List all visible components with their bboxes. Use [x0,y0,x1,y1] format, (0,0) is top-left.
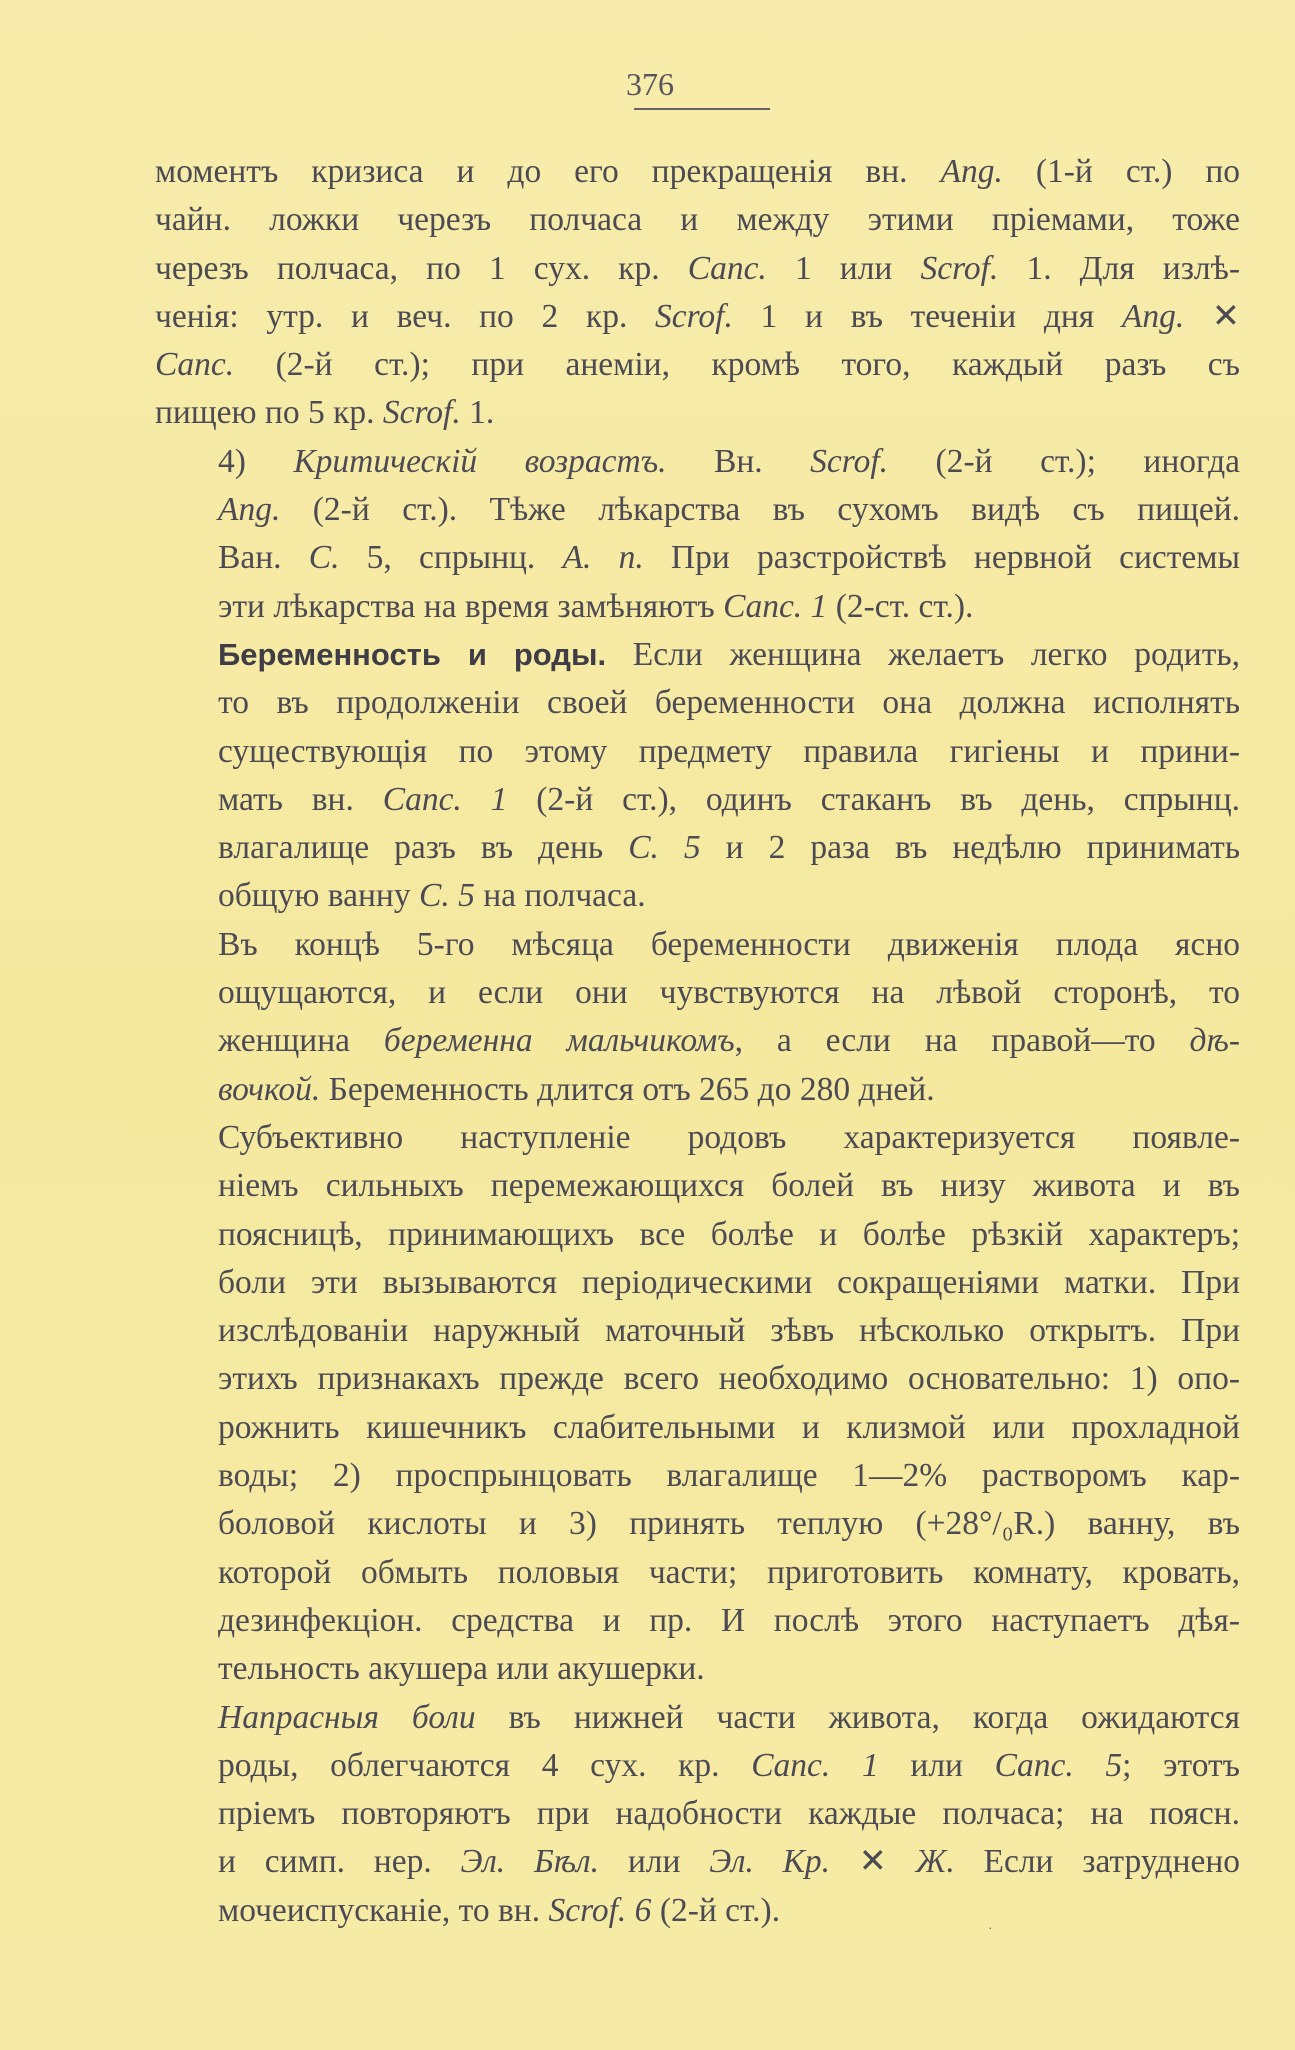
text-segment: (2-й ст.). Тѣже лѣкарства въ сухомъ видѣ съ пищей. [280,491,1240,529]
italic-term: Напрасныя боли [218,1698,476,1736]
text-segment: боли эти вызываются періодическими сокращеніями матки. При [218,1263,1240,1301]
text-line [155,1838,1240,1886]
italic-term: Критическій возрастъ. [293,442,667,480]
italic-term: Ang. [218,491,281,529]
italic-term: Scrof. [382,394,461,432]
text-segment: 1 и въ теченіи дня [732,297,1122,335]
italic-term: A. n. [562,539,644,577]
text-line [155,534,1240,582]
text-line [155,1742,1240,1790]
text-line [155,583,1240,631]
text-segment: и 2 раза въ недѣлю принимать [700,829,1241,867]
text-segment: изслѣдованіи наружный маточный зѣвъ нѣсколько открытъ. При [218,1312,1240,1350]
paragraph [155,438,1240,631]
text-segment: ✕ [830,1843,916,1881]
italic-term: C. [308,539,340,577]
text-line [155,1162,1240,1210]
text-segment: Субъективно наступленіе родовъ характеризуется появле- [218,1118,1240,1156]
text-segment: 4) [218,442,294,480]
italic-term: Scrof. [920,249,999,287]
text-line [155,1645,1240,1693]
text-line [155,245,1240,293]
text-line [155,1114,1240,1162]
text-line [155,1307,1240,1355]
text-segment: тельность акушера или акушерки. [218,1650,705,1688]
text-segment: мочеиспусканіе, то вн. [218,1891,549,1929]
text-segment: (2-ст. ст.). [827,587,974,625]
italic-term: Ang. [1121,297,1185,335]
text-segment: ніемъ сильныхъ перемежающихся болей въ низу живота и въ [218,1167,1240,1205]
italic-term: C. 5 [418,877,475,915]
italic-term: Scrof. [655,297,733,335]
header-rule [634,108,770,110]
text-line [155,1790,1240,1838]
text-segment: Вн. [666,442,811,480]
text-segment: роды, облегчаются 4 сух. кр. [218,1746,752,1784]
text-segment: эти лѣкарства на время замѣняютъ [218,587,724,625]
text-segment: ; этотъ [1122,1746,1240,1784]
text-line [155,1694,1240,1742]
paragraph [155,1694,1240,1935]
text-segment: которой обмыть половыя части; приготовить комнату, кровать, [218,1553,1240,1591]
paragraph [155,1114,1240,1694]
text-line [155,196,1240,244]
text-segment: (2-й ст.); иногда [888,442,1241,480]
text-segment: (1-й ст.) по [1002,153,1241,190]
italic-term: Canc. 1 [382,780,508,818]
italic-term: Canc. 1 [723,587,828,625]
italic-term: вочкой. [218,1070,321,1108]
text-segment: то въ продолженіи своей беременности она должна исполнять [218,684,1240,722]
italic-term: Canc. 5 [994,1746,1123,1784]
text-segment: или [878,1746,995,1784]
text-line [155,631,1240,679]
text-segment: Беременность длится отъ 265 до 280 дней. [320,1070,935,1108]
text-segment: Въ концѣ 5-го мѣсяца беременности движенія плода ясно [218,925,1240,963]
text-line [155,679,1240,727]
text-segment: воды; 2) проспрынцовать влагалище 1—2% растворомъ кар- [218,1457,1240,1495]
body-text [155,148,1240,1935]
text-line [155,1404,1240,1452]
text-segment: или [599,1843,710,1881]
italic-term: Canc. [687,249,767,287]
text-segment: пищею по 5 кр. [155,394,383,432]
text-segment: ощущаются, и если они чувствуются на лѣвой сторонѣ, то [218,974,1240,1012]
text-segment: Если женщина желаетъ легко родить, [606,635,1240,673]
text-segment: чайн. ложки черезъ полчаса и между этими пріемами, тоже [155,201,1240,239]
text-line [155,776,1240,824]
text-segment: пріемъ повторяютъ при надобности каждые полчаса; на поясн. [218,1795,1240,1833]
text-segment: (2-й ст.). [651,1891,781,1929]
text-segment: влагалище разъ въ день [218,829,629,867]
italic-term: Ж. [915,1843,955,1881]
text-segment: ченія: утр. и веч. по 2 кр. [155,297,656,335]
text-line [155,293,1240,341]
text-segment: ✕ [1184,297,1241,335]
text-line [155,1597,1240,1645]
text-line [155,341,1240,389]
text-segment: 1 или [766,249,921,287]
page-number: 376 [626,66,674,102]
paragraph [155,631,1240,921]
text-segment: (2-й ст.), одинъ стаканъ въ день, спрынц. [507,780,1240,818]
text-line [155,1355,1240,1403]
text-segment: При разстройствѣ нервной системы [643,539,1240,577]
text-line [155,438,1240,486]
italic-term: Scrof. 6 [548,1891,652,1929]
text-line [155,824,1240,872]
text-line [155,1259,1240,1307]
paragraph [155,921,1240,1114]
text-segment: 1. Для излѣ- [998,249,1240,287]
text-line [155,969,1240,1017]
italic-term: Эл. Кр. [709,1843,831,1881]
italic-term: Canc. [155,346,235,384]
text-segment: мать вн. [218,780,383,818]
text-segment: , а если на правой—то [734,1022,1190,1060]
text-line [155,1211,1240,1259]
text-segment: поясницѣ, принимающихъ все болѣе и болѣе рѣзкій характеръ; [218,1215,1240,1253]
text-segment: Если затруднено [954,1843,1241,1881]
text-line [155,1452,1240,1500]
text-line [155,728,1240,776]
text-line [155,921,1240,969]
text-segment: моментъ кризиса и до его прекращенія вн. [155,153,941,190]
text-segment: рожнить кишечникъ слабительными и клизмой или прохладной [218,1408,1240,1446]
text-segment: боловой кислоты и 3) принять теплую (+28°/₀R.) ванну, въ [218,1505,1240,1543]
italic-term: дѣ- [1189,1022,1240,1060]
paragraph [155,148,1240,438]
text-segment: и симп. нер. [218,1843,461,1881]
text-segment: дезинфекціон. средства и пр. И послѣ этого наступаетъ дѣя- [218,1601,1240,1639]
text-segment: существующія по этому предмету правила гигіены и прини- [218,732,1240,770]
text-line [155,1887,1240,1935]
text-segment: въ нижней части живота, когда ожидаются [475,1698,1240,1736]
italic-term: Эл. Бѣл. [460,1843,600,1881]
italic-term: беременна мальчикомъ [383,1022,735,1060]
text-segment: общую ванну [218,877,419,915]
text-segment: этихъ признакахъ прежде всего необходимо основательно: 1) опо- [218,1360,1240,1398]
text-line [155,1500,1240,1548]
text-segment: женщина [218,1022,384,1060]
section-heading: Беременность и роды. [218,636,607,672]
text-segment: на полчаса. [474,877,646,915]
stray-mark: · [988,1922,993,1937]
italic-term: Canc. 1 [751,1746,879,1784]
text-segment: 5, спрынц. [339,539,563,577]
italic-term: C. 5 [628,829,701,867]
text-segment: (2-й ст.); при анеміи, кромѣ того, каждый разъ съ [234,346,1240,384]
text-line [155,872,1240,920]
text-line [155,1549,1240,1597]
italic-term: Ang. [940,153,1003,190]
text-segment: черезъ полчаса, по 1 сух. кр. [155,249,688,287]
text-line [155,389,1240,437]
italic-term: Scrof. [810,442,889,480]
text-line [155,148,1240,196]
text-line [155,1017,1240,1065]
text-segment: 1. [460,394,495,432]
text-line [155,486,1240,534]
text-line [155,1066,1240,1114]
text-segment: Ван. [218,539,309,577]
